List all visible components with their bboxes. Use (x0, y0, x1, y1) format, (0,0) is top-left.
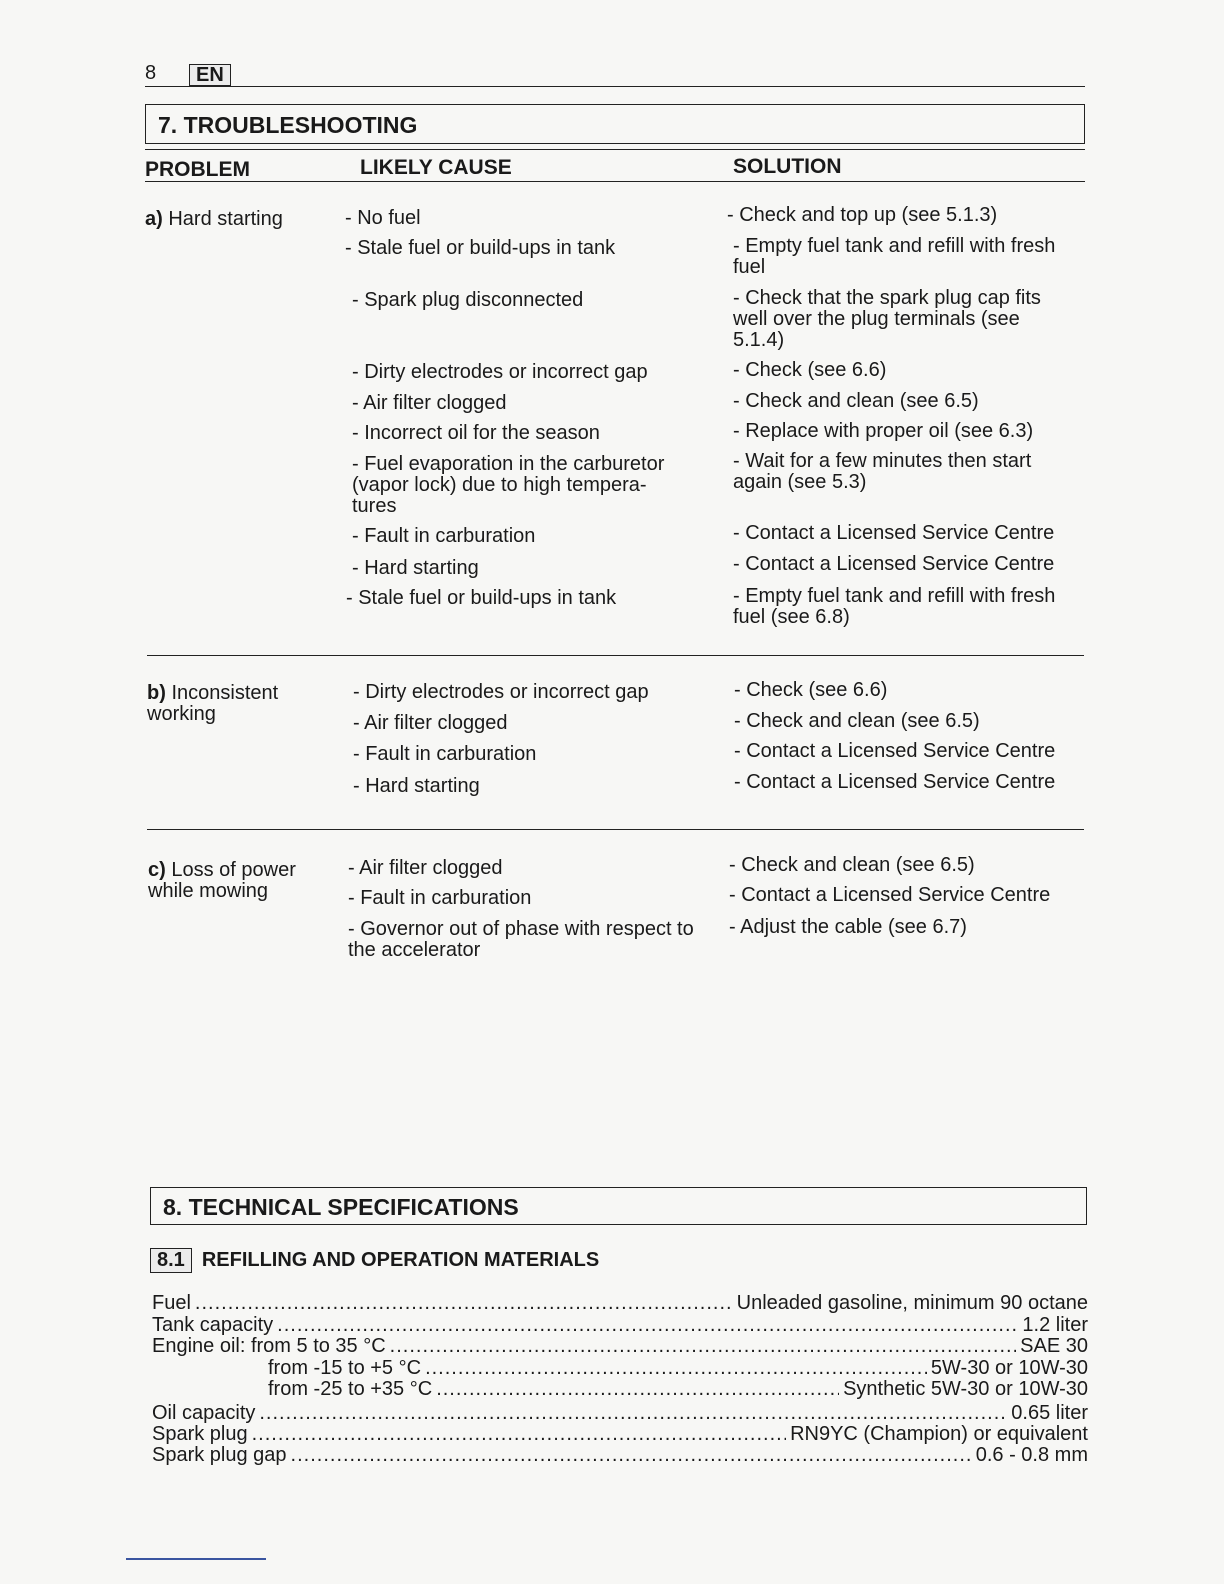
solution-a-3: - Check that the spark plug cap fits well over the plug terminals (see 5.1.4) (733, 287, 1041, 351)
troubleshooting-title-box (145, 104, 1085, 144)
cause-b-4: - Hard starting (353, 775, 480, 797)
problem-b-label (147, 683, 317, 725)
troubleshooting-title: 7. TROUBLESHOOTING (158, 112, 418, 138)
problem-b-prefix: b) (147, 682, 166, 704)
footer-rule (126, 1558, 266, 1560)
leader-dots (425, 1357, 927, 1379)
spec-key: Spark plug gap (152, 1444, 287, 1466)
solution-a-10: - Empty fuel tank and refill with fresh fuel (see 6.8) (733, 585, 1056, 628)
problem-a-label (145, 209, 325, 230)
spec-value: 0.65 liter (1011, 1402, 1088, 1424)
spec-row-spark-plug (152, 1423, 1088, 1445)
leader-dots (436, 1378, 839, 1400)
spec-row-engine-oil (152, 1335, 1088, 1357)
solution-c-1: - Check and clean (see 6.5) (729, 854, 975, 876)
spec-value: 0.6 - 0.8 mm (975, 1444, 1088, 1466)
solution-a-4: - Check (see 6.6) (733, 359, 887, 381)
spec-value: Unleaded gasoline, minimum 90 octane (736, 1292, 1088, 1314)
spec-value: RN9YC (Champion) or equivalent (790, 1423, 1088, 1445)
problem-a-prefix: a) (145, 208, 163, 230)
solution-a-8: - Contact a Licensed Service Centre (733, 522, 1055, 544)
solution-b-4: - Contact a Licensed Service Centre (734, 771, 1056, 793)
solution-a-9: - Contact a Licensed Service Centre (733, 553, 1055, 575)
spec-row-oil-synthetic (152, 1378, 1088, 1400)
leader-dots (390, 1335, 1017, 1357)
spec-row-oil-cold (152, 1357, 1088, 1379)
language-badge: EN (189, 64, 231, 86)
subsection-title: REFILLING AND OPERATION MATERIALS (201, 1249, 600, 1271)
solution-a-2: - Empty fuel tank and refill with fresh fuel (733, 235, 1056, 278)
cause-a-7: - Fuel evaporation in the carburetor (vapor lock) due to high tempera- tures (352, 453, 665, 517)
spec-row-spark-plug-gap (152, 1444, 1088, 1466)
specs-subtitle (150, 1248, 599, 1273)
cause-b-2: - Air filter clogged (353, 712, 508, 734)
spec-key: Tank capacity (152, 1314, 274, 1336)
column-header-problem: PROBLEM (145, 158, 250, 181)
cause-a-4: - Dirty electrodes or incorrect gap (352, 361, 648, 383)
page-number: 8 (145, 62, 157, 84)
solution-b-2: - Check and clean (see 6.5) (734, 710, 980, 732)
spec-row-oil-capacity (152, 1402, 1088, 1424)
spec-key: Oil capacity (152, 1402, 256, 1424)
cause-a-3: - Spark plug disconnected (352, 289, 584, 311)
leader-dots (252, 1423, 786, 1445)
solution-b-1: - Check (see 6.6) (734, 679, 888, 701)
cause-a-5: - Air filter clogged (352, 392, 507, 414)
divider (145, 149, 1085, 150)
divider (147, 829, 1084, 830)
cause-b-3: - Fault in carburation (353, 743, 537, 765)
divider (145, 181, 1085, 182)
spec-key: Engine oil: from 5 to 35 °C (152, 1335, 386, 1357)
cause-a-1: - No fuel (345, 207, 421, 229)
spec-value: SAE 30 (1020, 1335, 1088, 1357)
spec-value: Synthetic 5W-30 or 10W-30 (843, 1378, 1088, 1400)
spec-value: 5W-30 or 10W-30 (930, 1357, 1088, 1379)
spec-key: Fuel (152, 1292, 191, 1314)
leader-dots (259, 1402, 1007, 1424)
cause-a-2: - Stale fuel or build-ups in tank (345, 237, 616, 259)
subsection-number: 8.1 (150, 1248, 192, 1273)
cause-c-3: - Governor out of phase with respect to the accelerator (348, 918, 694, 961)
leader-dots (195, 1292, 733, 1314)
spec-key: from -25 to +35 °C (268, 1378, 433, 1400)
spec-value: 1.2 liter (1022, 1314, 1088, 1336)
divider (147, 655, 1084, 656)
cause-a-10: - Stale fuel or build-ups in tank (346, 587, 617, 609)
spec-key: from -15 to +5 °C (268, 1357, 422, 1379)
solution-c-2: - Contact a Licensed Service Centre (729, 884, 1051, 906)
problem-c-prefix: c) (148, 859, 166, 881)
spec-row-tank-capacity (152, 1314, 1088, 1336)
specs-title-box (150, 1187, 1087, 1225)
solution-a-5: - Check and clean (see 6.5) (733, 390, 979, 412)
problem-c-label (148, 860, 323, 902)
specs-title: 8. TECHNICAL SPECIFICATIONS (163, 1194, 519, 1220)
cause-a-8: - Fault in carburation (352, 525, 536, 547)
problem-a-text: Hard starting (168, 208, 283, 230)
cause-c-2: - Fault in carburation (348, 887, 532, 909)
solution-a-1: - Check and top up (see 5.1.3) (727, 204, 998, 226)
solution-a-6: - Replace with proper oil (see 6.3) (733, 420, 1034, 442)
solution-b-3: - Contact a Licensed Service Centre (734, 740, 1056, 762)
problem-c-text: Loss of power while mowing (148, 859, 296, 902)
cause-a-6: - Incorrect oil for the season (352, 422, 600, 444)
leader-dots (291, 1444, 972, 1466)
leader-dots (277, 1314, 1018, 1336)
spec-key: Spark plug (152, 1423, 248, 1445)
column-header-cause: LIKELY CAUSE (360, 156, 512, 179)
solution-a-7: - Wait for a few minutes then start again (see 5.3) (733, 450, 1032, 493)
cause-b-1: - Dirty electrodes or incorrect gap (353, 681, 649, 703)
column-header-solution: SOLUTION (733, 155, 842, 178)
cause-c-1: - Air filter clogged (348, 857, 503, 879)
problem-b-text: Inconsistent working (147, 682, 279, 725)
page-header (145, 62, 1085, 87)
cause-a-9: - Hard starting (352, 557, 479, 579)
solution-c-3: - Adjust the cable (see 6.7) (729, 916, 967, 938)
spec-row-fuel (152, 1292, 1088, 1314)
